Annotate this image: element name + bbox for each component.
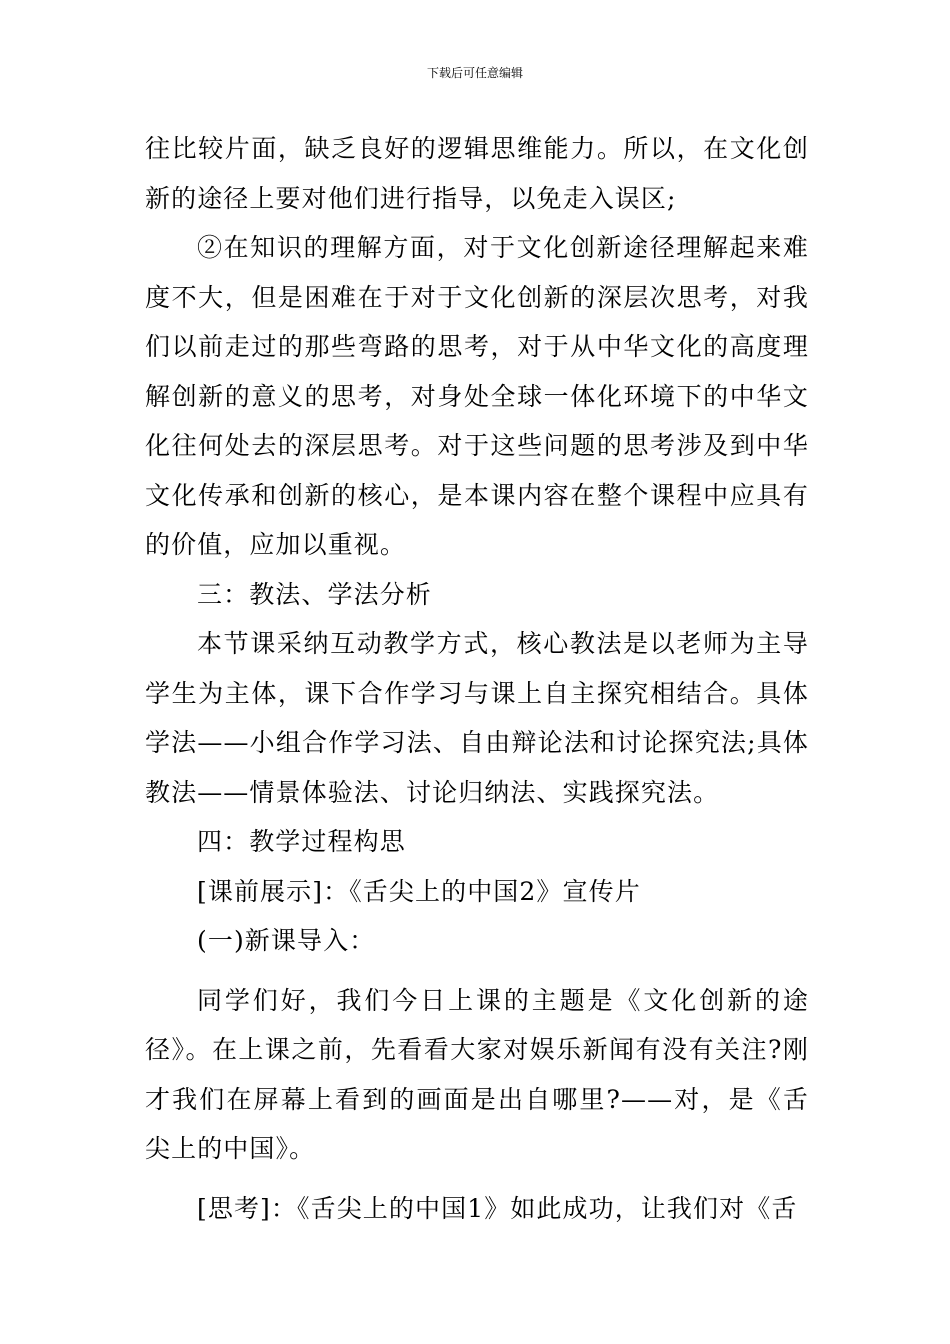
paragraph-knowledge-understanding: ②在知识的理解方面，对于文化创新途径理解起来难度不大，但是困难在于对于文化创新的深层次思考，对我们以前走过的那些弯路的思考，对于从中华文化的高度理解创新的意义的思考，对身处全球一体化环境下的中华文化往何处去的深层思考。对于这些问题的思考涉及到中华文化传承和创新的核心，是本课内容在整个课程中应具有的价值，应加以重视。 — [145, 233, 809, 559]
section-heading-teaching-methods: 三：教法、学法分析 — [197, 579, 432, 609]
paragraph-new-lesson-intro-heading: (一)新课导入： — [197, 926, 376, 955]
paragraph-pre-class-display: [课前展示]：《舌尖上的中国2》宣传片 — [197, 876, 641, 906]
paragraph-greeting-intro: 同学们好，我们今日上课的主题是《文化创新的途径》。在上课之前，先看看大家对娱乐新闻有没有关注?刚才我们在屏幕上看到的画面是出自哪里?——对，是《舌尖上的中国》。 — [145, 985, 809, 1163]
page-header-note: 下载后可任意编辑 — [426, 66, 523, 80]
paragraph-continuation: 往比较片面，缺乏良好的逻辑思维能力。所以，在文化创新的途径上要对他们进行指导，以免走入误区; — [145, 134, 809, 213]
document-body — [145, 124, 809, 1233]
paragraph-teaching-methods: 本节课采纳互动教学方式，核心教法是以老师为主导学生为主体，课下合作学习与课上自主探究相结合。具体学法——小组合作学习法、自由辩论法和讨论探究法;具体教法——情景体验法、讨论归纳法、实践探究法。 — [145, 629, 809, 807]
section-heading-teaching-process: 四：教学过程构思 — [197, 827, 406, 856]
paragraph-thinking-prompt: [思考]：《舌尖上的中国1》如此成功，让我们对《舌 — [197, 1193, 798, 1223]
